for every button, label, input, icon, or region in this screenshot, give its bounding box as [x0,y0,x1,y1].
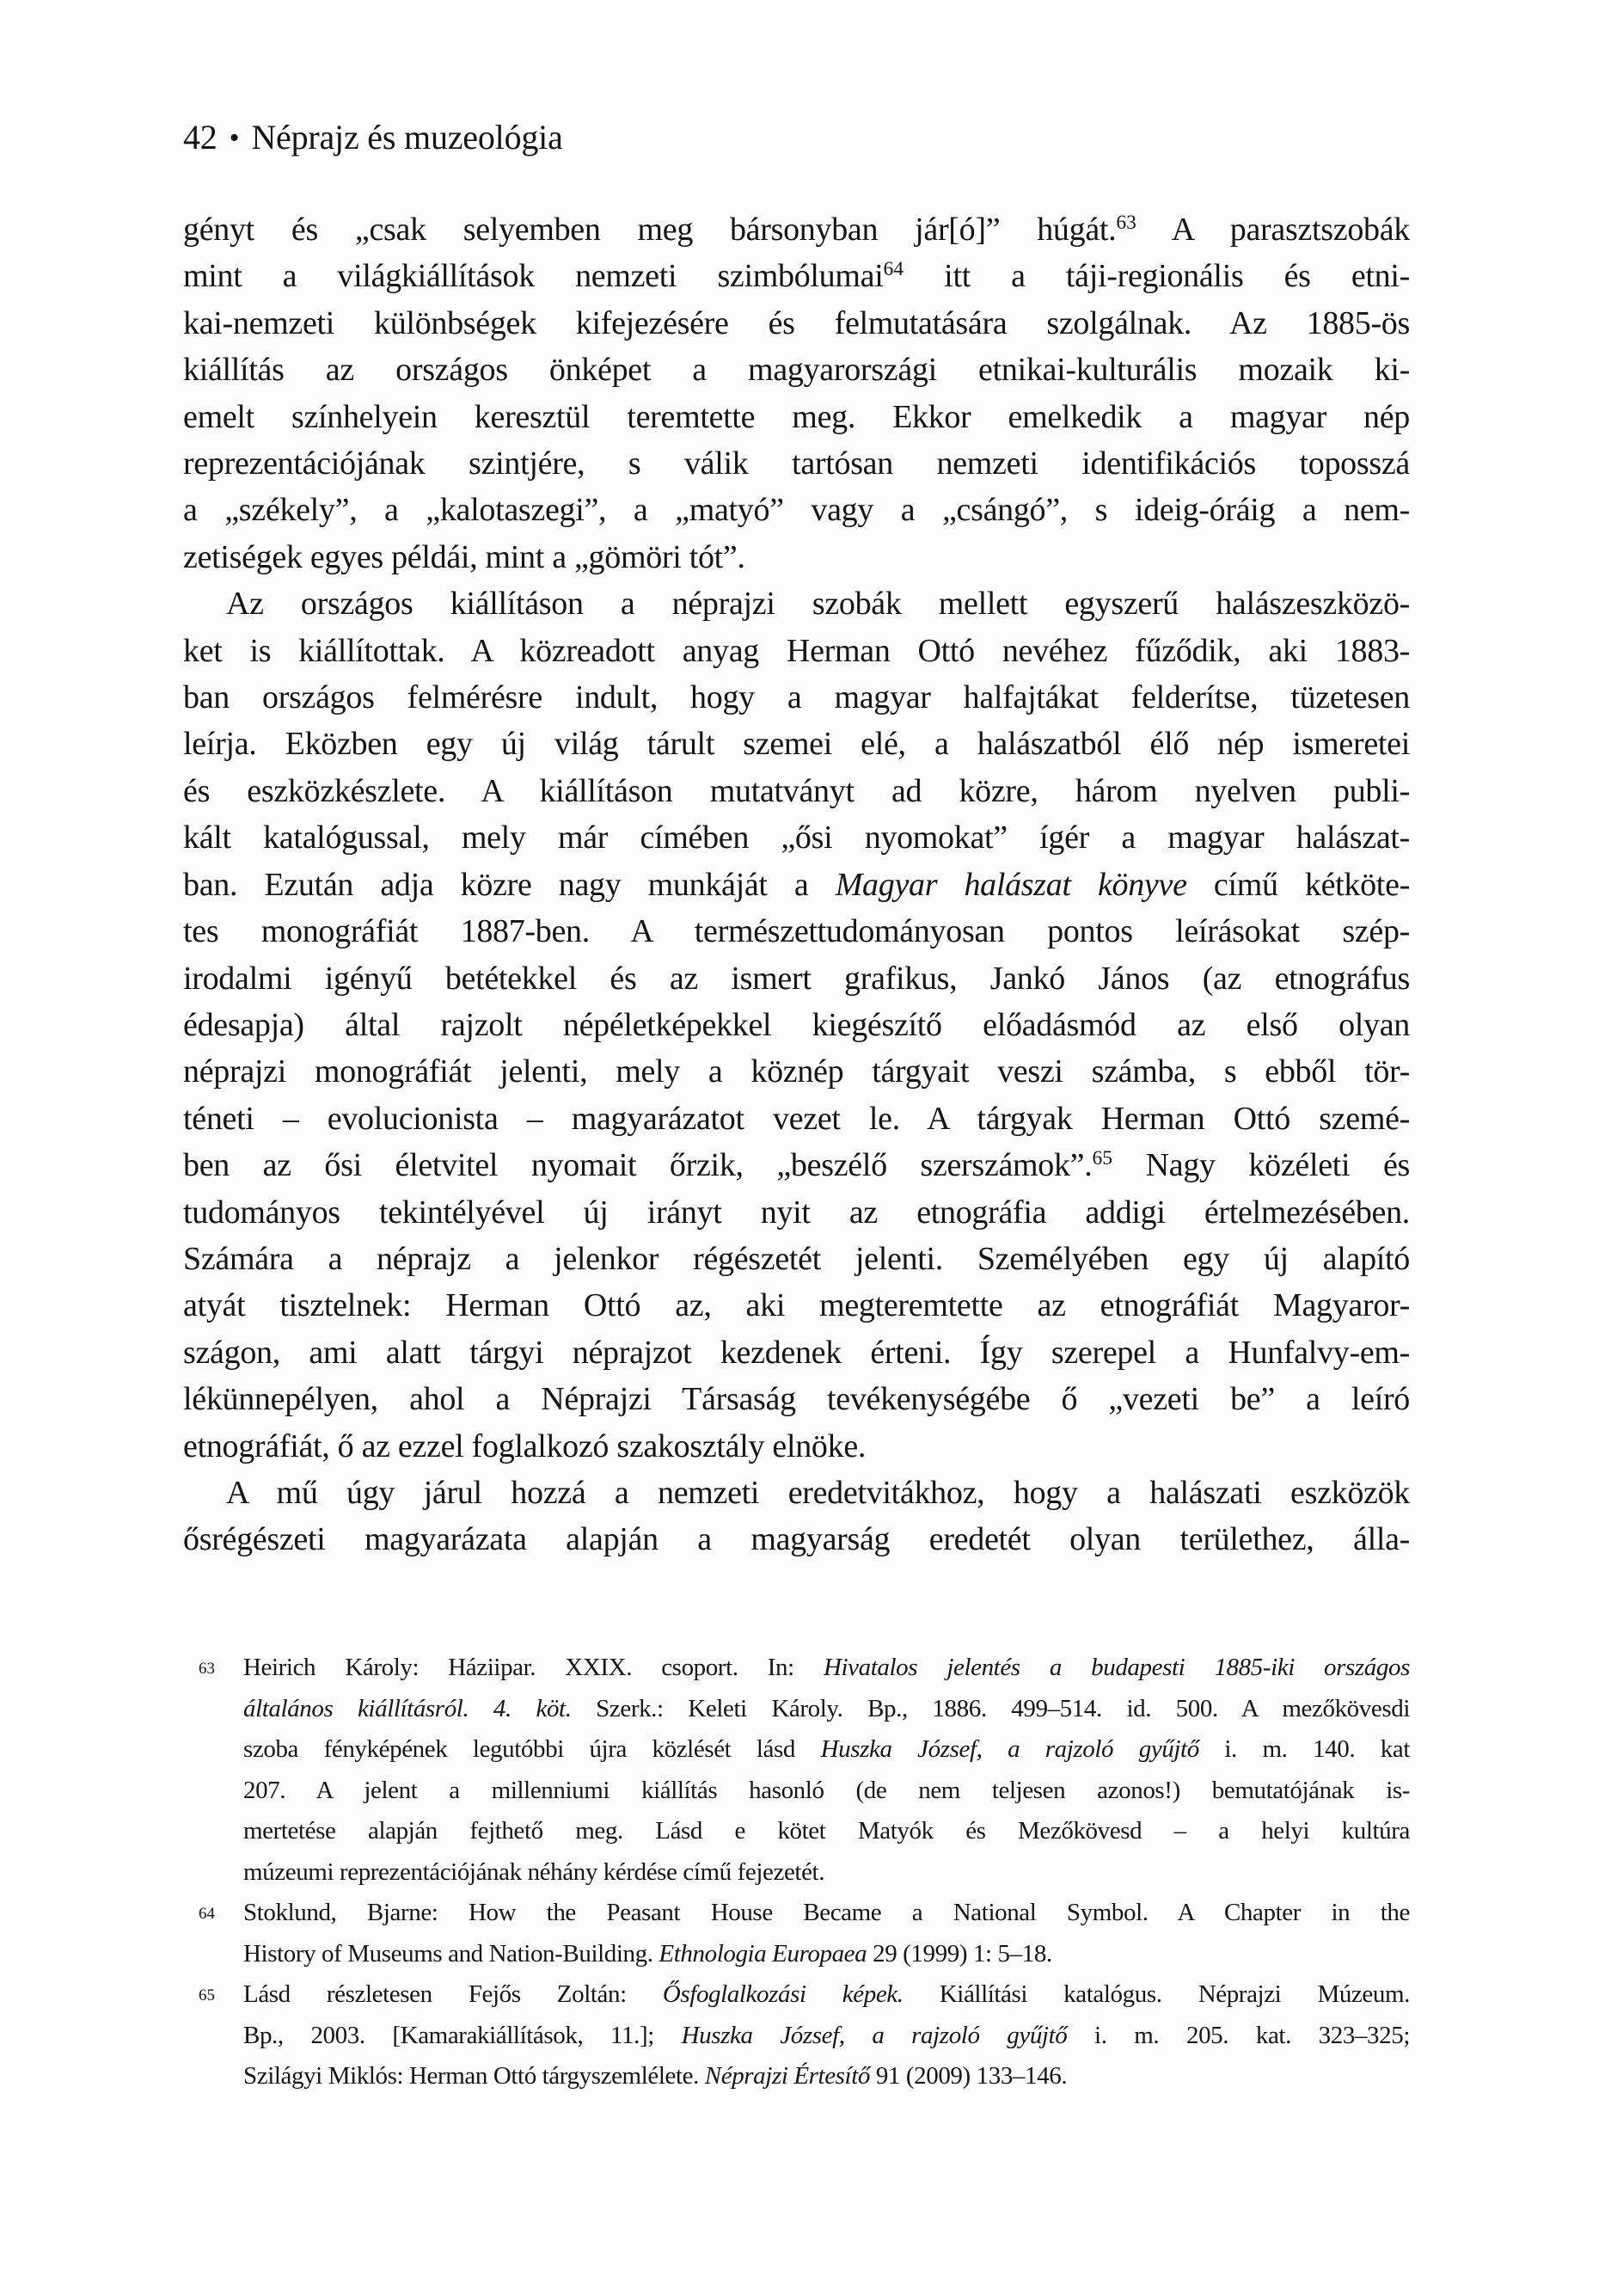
footnote [199,1974,1410,2097]
footnote-number: 65 [199,1986,215,2004]
text-run: kált katalógussal, mely már címében „ősi nyomokat” ígér a magyar halászat- [183,820,1410,856]
body-line [183,1048,1410,1095]
footnote [199,1648,1410,1893]
page-number: 42 [183,118,217,157]
body-line [183,534,1410,580]
body-line [183,1282,1410,1329]
text-run: 207. A jelent a millenniumi kiállítás hasonló (de nem teljesen azonos!) bemutatójának is- [243,1776,1410,1804]
footnote-line [243,2016,1410,2057]
text-run: i. m. 205. kat. 323–325; [1067,2021,1410,2049]
running-header [183,119,563,157]
body-line [183,1096,1410,1142]
text-run: ben az ősi életvitel nyomait őrzik, „beszélő szerszámok”. [183,1147,1093,1184]
footnote-reference: 64 [883,258,904,281]
text-run: Stoklund, Bjarne: How the Peasant House Became a National Symbol. A Chapter in the [243,1899,1410,1926]
body-line [183,862,1410,908]
text-run: című kétköte- [1186,866,1410,903]
body-line [183,1142,1410,1188]
footnote-line [243,1771,1410,1812]
body-line [183,1516,1410,1562]
italic-text-run: általános kiállításról. 4. köt. [243,1694,572,1722]
text-run: kiállítás az országos önképet a magyarországi etnikai-kulturális mozaik ki- [183,352,1410,389]
text-run: etnográfiát, ő az ezzel foglalkozó szakosztály elnöke. [183,1427,867,1464]
footnote-line [243,1974,1410,2016]
text-run: ősrégészeti magyarázata alapján a magyarság eredetét olyan területhez, álla- [183,1521,1410,1558]
text-run: ban országos felmérésre indult, hogy a magyar halfajtákat felderítse, tüzetesen [183,679,1410,716]
body-line [183,1329,1410,1376]
text-run: Heirich Károly: Háziipar. XXIX. csoport. In: [243,1654,824,1681]
text-run: irodalmi igényű betétekkel és az ismert grafikus, Jankó János (az etnográfus [183,960,1410,997]
body-line [183,487,1410,533]
body-line [183,955,1410,1002]
text-run: Szilágyi Miklós: Herman Ottó tárgyszemlélete. [243,2062,705,2090]
text-run: ban. Ezután adja közre nagy munkáját a [183,866,836,903]
italic-text-run: Ősfoglalkozási képek. [662,1980,904,2008]
footnote-line [243,1811,1410,1852]
body-paragraph [183,1470,1410,1563]
text-run: ket is kiállítottak. A közreadott anyag Herman Ottó nevéhez fűződik, aki 1883- [183,632,1410,669]
body-line [183,440,1410,487]
footnote-line [243,1689,1410,1730]
footnote-reference: 65 [1092,1147,1112,1170]
body-line [183,394,1410,440]
body-line [183,674,1410,721]
text-run: szágon, ami alatt tárgyi néprajzot kezdenek érteni. Így szerepel a Hunfalvy-em- [183,1334,1410,1371]
body-line [183,1236,1410,1282]
text-run: Az országos kiállításon a néprajzi szobák mellett egyszerű halászeszközö- [226,586,1410,623]
body-paragraph [183,580,1410,1470]
text-run: emelt színhelyein keresztül teremtette meg. Ekkor emelkedik a magyar nép [183,398,1410,435]
text-run: Bp., 2003. [Kamarakiállítások, 11.]; [243,2021,682,2049]
body-line [183,580,1410,627]
footnote-line [243,1729,1410,1771]
text-run: i. m. 140. kat [1198,1735,1410,1763]
text-run: múzeumi reprezentációjának néhány kérdése című fejezetét. [243,1857,825,1886]
text-run: szoba fényképének legutóbbi újra közlését lásd [243,1735,821,1763]
text-run: mint a világkiállítások nemzeti szimbólumai [183,258,884,295]
text-run: Szerk.: Keleti Károly. Bp., 1886. 499–514. id. 500. A mezőkövesdi [571,1694,1410,1722]
text-run: téneti – evolucionista – magyarázatot vezet le. A tárgyak Herman Ottó szemé- [183,1100,1410,1137]
text-run: tudományos tekintélyével új irányt nyit az etnográfia addigi értelmezésében. [183,1194,1410,1231]
text-run: kai-nemzeti különbségek kifejezésére és felmutatására szolgálnak. Az 1885-ös [183,304,1410,341]
text-run: A mű úgy járul hozzá a nemzeti eredetvitákhoz, hogy a halászati eszközök [226,1474,1410,1511]
body-line [183,253,1410,299]
text-run: itt a táji-regionális és etni- [904,258,1410,295]
body-line [183,1376,1410,1422]
text-run: 29 (1999) 1: 5–18. [867,1939,1052,1968]
body-line [183,814,1410,861]
italic-text-run: Néprajzi Értesítő [704,2062,870,2090]
body-line [183,1002,1410,1048]
footnote [199,1893,1410,1974]
text-run: A parasztszobák [1136,212,1410,248]
header-title: Néprajz és muzeológia [251,118,563,157]
italic-text-run: Huszka József, a rajzoló gyűjtő [681,2021,1068,2049]
italic-text-run: Ethnologia Europaea [659,1939,867,1968]
text-run: Kiállítási katalógus. Néprajzi Múzeum. [903,1980,1410,2008]
text-run: Nagy közéleti és [1112,1147,1410,1184]
body-text [183,206,1410,1563]
footnote-number: 64 [199,1905,215,1923]
footnote-line [243,1934,1410,1975]
body-line [183,206,1410,253]
body-line [183,1423,1410,1470]
text-run: lékünnepélyen, ahol a Néprajzi Társaság tevékenységébe ő „vezeti be” a leíró [183,1381,1410,1418]
text-run: édesapja) által rajzolt népéletképekkel kiegészítő előadásmód az első olyan [183,1006,1410,1043]
footnote-reference: 63 [1116,212,1136,235]
body-line [183,908,1410,955]
text-run: 91 (2009) 133–146. [869,2062,1068,2090]
footnote-number: 63 [199,1660,215,1678]
text-run: tes monográfiát 1887-ben. A természettudományosan pontos leírásokat szép- [183,913,1410,950]
body-line [183,1470,1410,1516]
footnotes-section [199,1648,1410,2097]
text-run: mertetése alapján fejthető meg. Lásd e kötet Matyók és Mezőkövesd – a helyi kultúra [243,1817,1410,1845]
body-line [183,721,1410,767]
body-line [183,347,1410,393]
body-line [183,768,1410,814]
footnote-line [243,1893,1410,1934]
footnote-line [243,2056,1410,2097]
text-run: reprezentációjának szintjére, s válik tartósan nemzeti identifikációs toposszá [183,445,1410,482]
italic-text-run: Hivatalos jelentés a budapesti 1885-iki országos [823,1654,1410,1681]
body-line [183,628,1410,674]
text-run: gényt és „csak selyemben meg bársonyban jár[ó]” húgát. [183,212,1117,248]
text-run: leírja. Eközben egy új világ tárult szemei elé, a halászatból élő nép ismeretei [183,726,1410,763]
italic-text-run: Huszka József, a rajzoló gyűjtő [820,1735,1199,1763]
footnote-line [243,1852,1410,1894]
text-run: néprajzi monográfiát jelenti, mely a köznép tárgyait veszi számba, s ebből tör- [183,1053,1410,1090]
text-run: a „székely”, a „kalotaszegi”, a „matyó” vagy a „csángó”, s ideig-óráig a nem- [183,492,1410,529]
header-bullet-icon: • [229,122,240,154]
body-line [183,1189,1410,1236]
body-line [183,300,1410,347]
body-paragraph [183,206,1410,580]
text-run: és eszközkészlete. A kiállításon mutatványt ad közre, három nyelven publi- [183,772,1410,809]
text-run: zetiségek egyes példái, mint a „gömöri tót”. [183,538,745,575]
footnote-line [243,1648,1410,1689]
text-run: Számára a néprajz a jelenkor régészetét jelenti. Személyében egy új alapító [183,1240,1410,1277]
text-run: atyát tisztelnek: Herman Ottó az, aki megteremtette az etnográfiát Magyaror- [183,1287,1410,1324]
italic-text-run: Magyar halászat könyve [835,866,1187,903]
text-run: History of Museums and Nation-Building. [243,1939,659,1968]
text-run: Lásd részletesen Fejős Zoltán: [243,1980,663,2008]
